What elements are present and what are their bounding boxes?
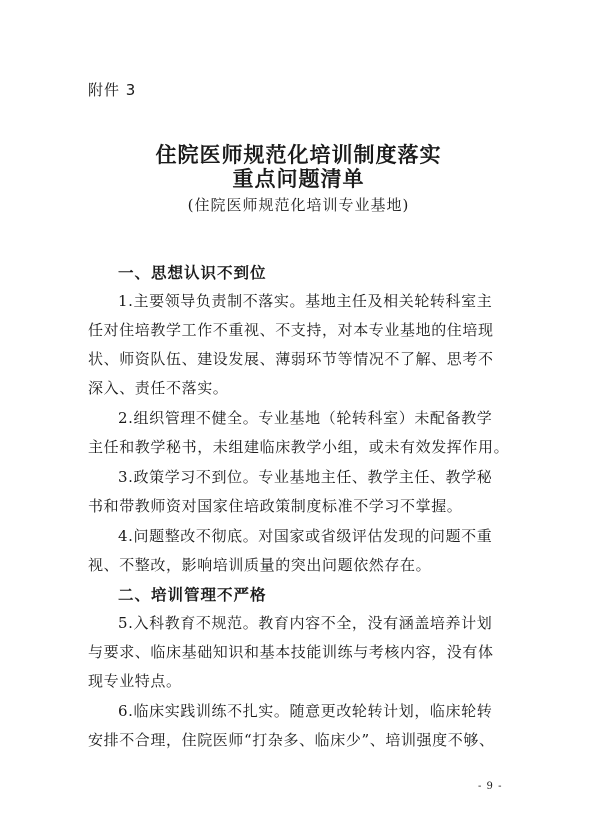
item-2-line-1: 2.组织管理不健全。专业基地（轮转科室）未配备教学 [118,409,493,427]
item-3-line-2: 书和带教师资对国家住培政策制度标准不学习不掌握。 [88,497,463,515]
document-title-line1: 住院医师规范化培训制度落实 [155,143,442,167]
item-5-line-2: 与要求、临床基础知识和基本技能训练与考核内容，没有体 [88,643,494,661]
item-1-line-4: 深入、责任不落实。 [88,379,229,397]
attachment-label: 附件 3 [88,81,137,99]
item-4-line-2: 视、不整改，影响培训质量的突出问题依然存在。 [88,556,432,574]
item-1-line-1: 1.主要领导负责制不落实。基地主任及相关轮转科室主 [118,292,493,310]
section-heading-2: 二、培训管理不严格 [118,586,267,604]
item-5-line-1: 5.入科教育不规范。教育内容不全，没有涵盖培养计划 [118,614,493,632]
item-5-line-3: 现专业特点。 [88,672,182,690]
item-1-line-2: 任对住培教学工作不重视、不支持，对本专业基地的住培现 [88,321,494,339]
item-3-line-1: 3.政策学习不到位。专业基地主任、教学主任、教学秘 [118,468,493,486]
item-6-line-2: 安排不合理，住院医师“打杂多、临床少”、培训强度不够、 [88,731,495,749]
item-6-line-1: 6.临床实践训练不扎实。随意更改轮转计划，临床轮转 [118,702,493,720]
item-1-line-3: 状、师资队伍、建设发展、薄弱环节等情况不了解、思考不 [88,350,494,368]
document-subtitle: (住院医师规范化培训专业基地) [187,196,410,214]
item-2-line-2: 主任和教学秘书，未组建临床教学小组，或未有效发挥作用。 [88,438,510,456]
page-number: - 9 - [478,781,503,792]
item-4-line-1: 4.问题整改不彻底。对国家或省级评估发现的问题不重 [118,527,493,545]
document-title-line2: 重点问题清单 [232,167,365,191]
section-heading-1: 一、思想认识不到位 [118,264,267,282]
